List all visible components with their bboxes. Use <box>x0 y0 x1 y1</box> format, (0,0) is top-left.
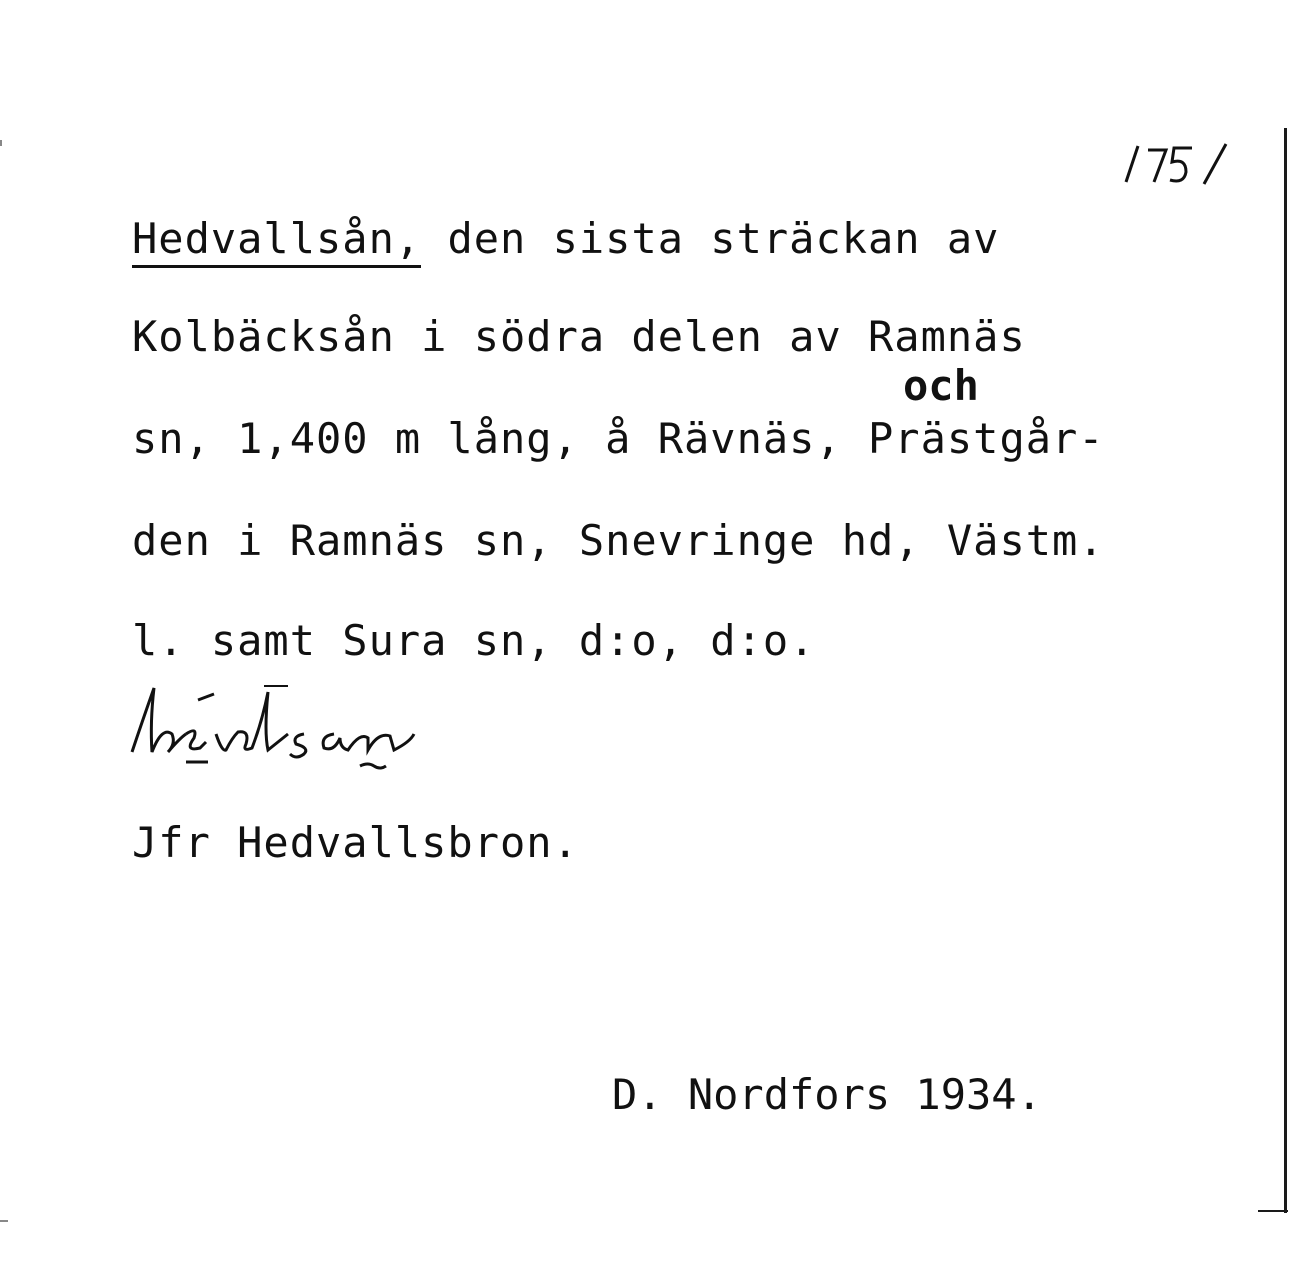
handwritten-pronunciation <box>128 682 528 792</box>
text-line-2: Kolbäcksån i södra delen av Ramnäs <box>132 312 1026 361</box>
handwritten-card-number <box>1118 140 1238 190</box>
inserted-word: och <box>903 361 979 410</box>
text-line-5: l. samt Sura sn, d:o, d:o. <box>132 616 816 665</box>
edge-mark <box>0 1220 8 1222</box>
headword: Hedvallsån, <box>132 214 421 268</box>
card-border-right <box>1284 128 1287 1213</box>
text-line-1 <box>132 214 999 264</box>
text-line-4: den i Ramnäs sn, Snevringe hd, Västm. <box>132 516 1105 565</box>
text-line-3: sn, 1,400 m lång, å Rävnäs, Prästgår- <box>132 414 1105 463</box>
line-1-rest: den sista sträckan av <box>421 214 1000 263</box>
card-border-bottom <box>1258 1210 1288 1212</box>
edge-mark <box>0 140 2 146</box>
author-signature: D. Nordfors 1934. <box>612 1070 1042 1119</box>
cross-reference: Jfr Hedvallsbron. <box>132 818 579 867</box>
